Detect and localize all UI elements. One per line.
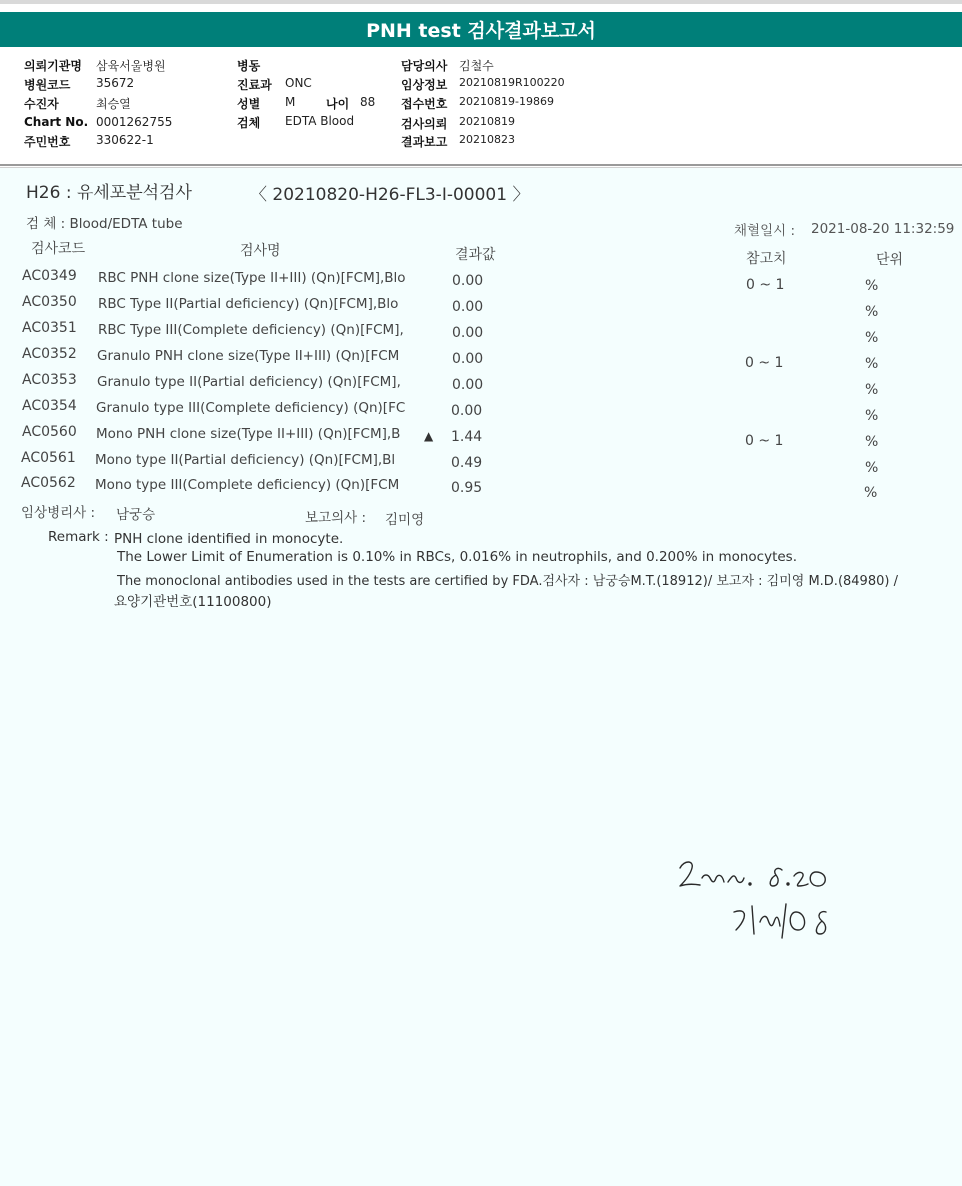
row-code: AC0354 xyxy=(22,398,77,414)
institution-value: 삼육서울병원 xyxy=(96,59,166,73)
patient-value: 최승열 xyxy=(96,97,131,111)
row-test-name: Granulo type II(Partial deficiency) (Qn)[FCM], xyxy=(97,374,401,390)
specimen-value: EDTA Blood xyxy=(285,114,355,128)
row-ref: 0 ~ 1 xyxy=(745,355,784,371)
handwritten-annotation xyxy=(670,848,850,968)
remark-line: The monoclonal antibodies used in the tests are certified by FDA.검사자 : 남궁승M.T.(18912)/ 보고자 : 김미영 M.D.(84980) / xyxy=(117,574,898,589)
row-unit: % xyxy=(865,382,879,398)
department-value: ONC xyxy=(285,76,312,90)
row-test-name: Granulo PNH clone size(Type II+III) (Qn)[FCM xyxy=(97,348,400,364)
row-result: 0.00 xyxy=(452,325,484,341)
section-title: H26 : 유세포분석검사 xyxy=(26,183,192,203)
row-code: AC0350 xyxy=(22,294,77,310)
row-code: AC0352 xyxy=(22,346,77,362)
institution-label: 의뢰기관명 xyxy=(24,59,82,73)
row-code: AC0349 xyxy=(22,268,77,284)
remark-label: Remark : xyxy=(48,529,109,545)
sex-value: M xyxy=(285,95,296,109)
result-body xyxy=(0,168,962,1186)
row-result: 0.95 xyxy=(451,480,483,496)
department-label: 진료과 xyxy=(237,78,272,92)
row-unit: % xyxy=(864,485,878,501)
specimen-type: 검 체 : Blood/EDTA tube xyxy=(26,216,183,232)
collection-label: 채혈일시 : xyxy=(734,223,796,239)
hospital-code-value: 35672 xyxy=(96,76,135,90)
test-request-label: 검사의뢰 xyxy=(401,117,448,131)
row-test-name: Mono type II(Partial deficiency) (Qn)[FCM],Bl xyxy=(95,452,396,468)
row-code: AC0351 xyxy=(22,320,77,336)
clinical-info-label: 임상정보 xyxy=(401,78,448,92)
header-ref: 참고치 xyxy=(746,251,787,267)
remark-line: The Lower Limit of Enumeration is 0.10% in RBCs, 0.016% in neutrophils, and 0.200% in monocytes. xyxy=(117,549,798,565)
divider xyxy=(0,164,962,166)
row-result: 1.44 xyxy=(451,429,483,445)
receipt-no-label: 접수번호 xyxy=(401,97,448,111)
row-unit: % xyxy=(865,304,879,320)
resident-no-value: 330622-1 xyxy=(96,133,154,147)
reporting-doctor-label: 보고의사 : xyxy=(305,510,367,526)
reporting-doctor-name: 김미영 xyxy=(385,512,425,528)
row-code: AC0562 xyxy=(21,475,76,491)
row-result: 0.49 xyxy=(451,455,483,471)
chart-no-value: 0001262755 xyxy=(96,115,173,129)
header-result: 결과값 xyxy=(455,247,496,263)
receipt-no-value: 20210819-19869 xyxy=(459,95,554,108)
patient-info-panel xyxy=(0,52,962,162)
row-unit: % xyxy=(865,460,879,476)
barcode-id: 〈 20210820-H26-FL3-I-00001 〉 xyxy=(250,185,530,205)
row-test-name: Mono PNH clone size(Type II+III) (Qn)[FCM],B xyxy=(96,426,401,442)
header-unit: 단위 xyxy=(876,252,904,268)
row-test-name: RBC Type II(Partial deficiency) (Qn)[FCM],Blo xyxy=(98,296,399,312)
row-test-name: Mono type III(Complete deficiency) (Qn)[FCM xyxy=(95,477,400,493)
pathologist-name: 남궁승 xyxy=(116,507,156,523)
specimen-label: 검체 xyxy=(237,116,261,130)
test-request-value: 20210819 xyxy=(459,115,515,128)
age-label: 나이 xyxy=(326,97,350,111)
row-unit: % xyxy=(865,330,879,346)
clinical-info-value: 20210819R100220 xyxy=(459,76,565,89)
row-result: 0.00 xyxy=(451,403,483,419)
high-flag-icon: ▲ xyxy=(424,429,434,443)
header-code: 검사코드 xyxy=(31,241,86,257)
report-title: PNH test 검사결과보고서 xyxy=(0,12,962,47)
row-test-name: RBC PNH clone size(Type II+III) (Qn)[FCM],Blo xyxy=(98,270,406,286)
top-border xyxy=(0,0,962,4)
resident-no-label: 주민번호 xyxy=(24,135,71,149)
collection-datetime: 2021-08-20 11:32:59 xyxy=(811,221,955,237)
row-result: 0.00 xyxy=(452,299,484,315)
row-result: 0.00 xyxy=(452,351,484,367)
row-result: 0.00 xyxy=(452,273,484,289)
doctor-label: 담당의사 xyxy=(401,59,448,73)
row-unit: % xyxy=(865,434,879,450)
row-ref: 0 ~ 1 xyxy=(745,433,784,449)
sex-label: 성별 xyxy=(237,97,261,111)
row-code: AC0561 xyxy=(21,450,76,466)
row-result: 0.00 xyxy=(452,377,484,393)
result-report-label: 결과보고 xyxy=(401,135,448,149)
row-ref: 0 ~ 1 xyxy=(746,277,785,293)
ward-label: 병동 xyxy=(237,59,261,73)
pathologist-label: 임상병리사 : xyxy=(21,505,96,521)
row-code: AC0560 xyxy=(22,424,77,440)
row-code: AC0353 xyxy=(22,372,77,388)
result-report-value: 20210823 xyxy=(459,133,515,146)
row-test-name: RBC Type III(Complete deficiency) (Qn)[FCM], xyxy=(98,322,404,338)
chart-no-label: Chart No. xyxy=(24,115,89,129)
doctor-value: 김철수 xyxy=(459,59,494,73)
row-unit: % xyxy=(865,408,879,424)
remark-line: PNH clone identified in monocyte. xyxy=(114,531,344,547)
age-value: 88 xyxy=(360,95,376,109)
hospital-code-label: 병원코드 xyxy=(24,78,71,92)
header-name: 검사명 xyxy=(240,243,281,259)
row-unit: % xyxy=(865,356,879,372)
row-test-name: Granulo type III(Complete deficiency) (Qn)[FC xyxy=(96,400,406,416)
remark-line: 요양기관번호(11100800) xyxy=(114,594,272,610)
row-unit: % xyxy=(865,278,879,294)
patient-label: 수진자 xyxy=(24,97,59,111)
